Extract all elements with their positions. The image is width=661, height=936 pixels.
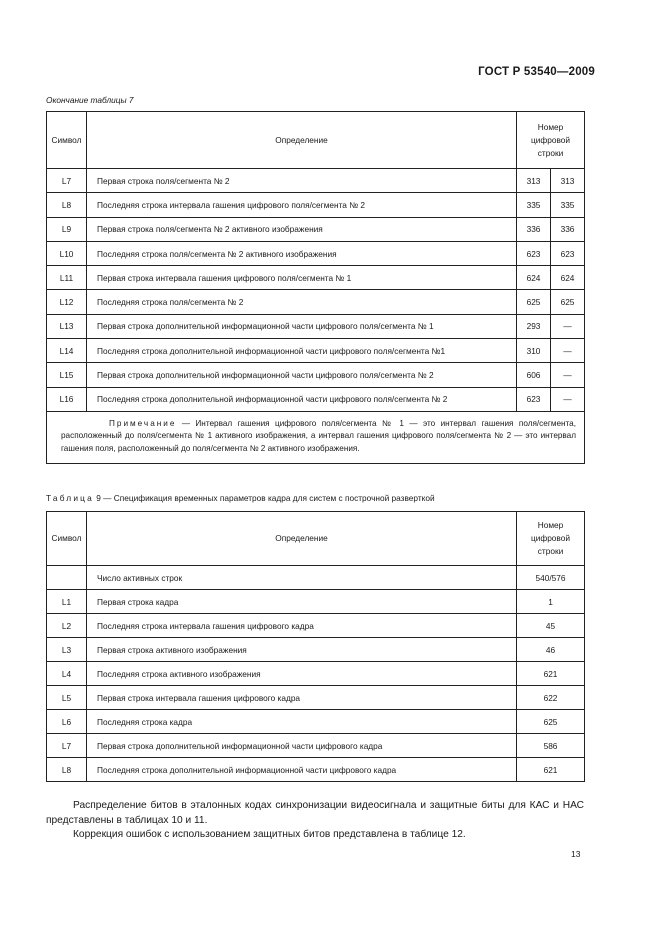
row-number-1: 623 — [517, 241, 551, 265]
row-symbol: L5 — [47, 686, 87, 710]
table-row — [47, 314, 585, 338]
row-number-2: 623 — [551, 241, 585, 265]
table-row — [47, 590, 585, 614]
note-label: Примечание — [109, 418, 177, 428]
row-definition: Первая строка дополнительной информационной части цифрового поля/сегмента № 1 — [87, 314, 517, 338]
row-definition: Первая строка активного изображения — [87, 638, 517, 662]
table7-header-number: Номер цифровой строки — [517, 112, 585, 169]
row-number-2: — — [551, 314, 585, 338]
table7-body — [47, 169, 585, 412]
row-number: 1 — [517, 590, 585, 614]
table-row — [47, 266, 585, 290]
row-symbol: L3 — [47, 638, 87, 662]
table7-note — [47, 411, 585, 464]
row-symbol: L11 — [47, 266, 87, 290]
body-text — [46, 799, 584, 843]
note-text: — Интервал гашения цифрового поля/сегмента № 1 — это интервал гашения поля/сегмента, расположенный до поля/сегмента № 1 активного изображения, а интервал гашения цифрового поля/сегмента № 2 — это интервал гашения поля, расположенный до поля/сегмента № 2 активного изображения. — [61, 418, 577, 453]
row-number: 622 — [517, 686, 585, 710]
row-number: 621 — [517, 662, 585, 686]
row-symbol: L13 — [47, 314, 87, 338]
row-definition: Первая строка поля/сегмента № 2 активного изображения — [87, 217, 517, 241]
row-definition: Последняя строка интервала гашения цифрового поля/сегмента № 2 — [87, 193, 517, 217]
row-number: 540/576 — [517, 566, 585, 590]
row-definition: Последняя строка дополнительной информационной части цифрового поля/сегмента №1 — [87, 339, 517, 363]
row-definition: Последняя строка дополнительной информационной части цифрового кадра — [87, 758, 517, 782]
table-row — [47, 566, 585, 590]
row-definition: Первая строка поля/сегмента № 2 — [87, 169, 517, 193]
row-symbol: L8 — [47, 758, 87, 782]
paragraph-2: Коррекция ошибок с использованием защитных битов представлена в таблице 12. — [73, 829, 466, 840]
row-symbol: L1 — [47, 590, 87, 614]
table9-caption-text: 9 — Спецификация временных параметров кадра для систем с построчной разверткой — [93, 493, 435, 503]
row-definition: Первая строка дополнительной информационной части цифрового кадра — [87, 734, 517, 758]
row-number-1: 310 — [517, 339, 551, 363]
row-number-1: 335 — [517, 193, 551, 217]
row-number-2: — — [551, 363, 585, 387]
table-row — [47, 290, 585, 314]
row-definition: Последняя строка дополнительной информационной части цифрового поля/сегмента № 2 — [87, 387, 517, 411]
row-number-1: 625 — [517, 290, 551, 314]
table-row — [47, 241, 585, 265]
row-number-2: 313 — [551, 169, 585, 193]
row-definition: Первая строка интервала гашения цифрового поля/сегмента № 1 — [87, 266, 517, 290]
row-number-1: 624 — [517, 266, 551, 290]
table9-caption — [46, 493, 435, 503]
table9 — [46, 511, 585, 782]
table7 — [46, 111, 585, 464]
table-row — [47, 363, 585, 387]
table-row — [47, 339, 585, 363]
row-symbol: L2 — [47, 614, 87, 638]
table-row — [47, 758, 585, 782]
table9-body — [47, 566, 585, 782]
row-number-2: — — [551, 387, 585, 411]
row-symbol: L16 — [47, 387, 87, 411]
row-symbol: L9 — [47, 217, 87, 241]
row-number-1: 313 — [517, 169, 551, 193]
row-definition: Последняя строка кадра — [87, 710, 517, 734]
table7-header-symbol: Символ — [47, 112, 87, 169]
row-symbol — [47, 566, 87, 590]
document-id: ГОСТ Р 53540—2009 — [478, 66, 595, 78]
row-symbol: L10 — [47, 241, 87, 265]
table9-header-definition: Определение — [87, 512, 517, 566]
table-row — [47, 638, 585, 662]
row-number-1: 336 — [517, 217, 551, 241]
row-number-1: 606 — [517, 363, 551, 387]
page-number: 13 — [571, 849, 581, 859]
row-definition: Первая строка интервала гашения цифрового кадра — [87, 686, 517, 710]
row-number: 621 — [517, 758, 585, 782]
table-row — [47, 614, 585, 638]
row-definition: Последняя строка поля/сегмента № 2 — [87, 290, 517, 314]
row-definition: Первая строка кадра — [87, 590, 517, 614]
row-definition: Число активных строк — [87, 566, 517, 590]
row-symbol: L15 — [47, 363, 87, 387]
table-row — [47, 169, 585, 193]
table9-caption-label: Таблица — [46, 493, 94, 503]
table7-caption: Окончание таблицы 7 — [46, 95, 134, 105]
table-row — [47, 217, 585, 241]
table-row — [47, 193, 585, 217]
row-number-2: 336 — [551, 217, 585, 241]
row-symbol: L4 — [47, 662, 87, 686]
row-definition: Последняя строка поля/сегмента № 2 активного изображения — [87, 241, 517, 265]
row-number: 45 — [517, 614, 585, 638]
paragraph-1: Распределение битов в эталонных кодах синхронизации видеосигнала и защитные биты для КАС и НАС представлены в таблицах 10 и 11. — [46, 800, 584, 826]
row-number: 46 — [517, 638, 585, 662]
table-row — [47, 734, 585, 758]
row-symbol: L14 — [47, 339, 87, 363]
row-number: 625 — [517, 710, 585, 734]
table-row — [47, 710, 585, 734]
table7-header-definition: Определение — [87, 112, 517, 169]
table-row — [47, 662, 585, 686]
table9-header-number: Номер цифровой строки — [517, 512, 585, 566]
row-symbol: L7 — [47, 169, 87, 193]
row-symbol: L7 — [47, 734, 87, 758]
table-row — [47, 686, 585, 710]
row-symbol: L6 — [47, 710, 87, 734]
row-number-1: 623 — [517, 387, 551, 411]
row-definition: Первая строка дополнительной информационной части цифрового поля/сегмента № 2 — [87, 363, 517, 387]
row-definition: Последняя строка интервала гашения цифрового кадра — [87, 614, 517, 638]
row-definition: Последняя строка активного изображения — [87, 662, 517, 686]
row-symbol: L8 — [47, 193, 87, 217]
table9-header-symbol: Символ — [47, 512, 87, 566]
row-number-2: — — [551, 339, 585, 363]
row-number-1: 293 — [517, 314, 551, 338]
row-number-2: 335 — [551, 193, 585, 217]
row-number-2: 625 — [551, 290, 585, 314]
table-row — [47, 387, 585, 411]
row-number: 586 — [517, 734, 585, 758]
row-number-2: 624 — [551, 266, 585, 290]
row-symbol: L12 — [47, 290, 87, 314]
